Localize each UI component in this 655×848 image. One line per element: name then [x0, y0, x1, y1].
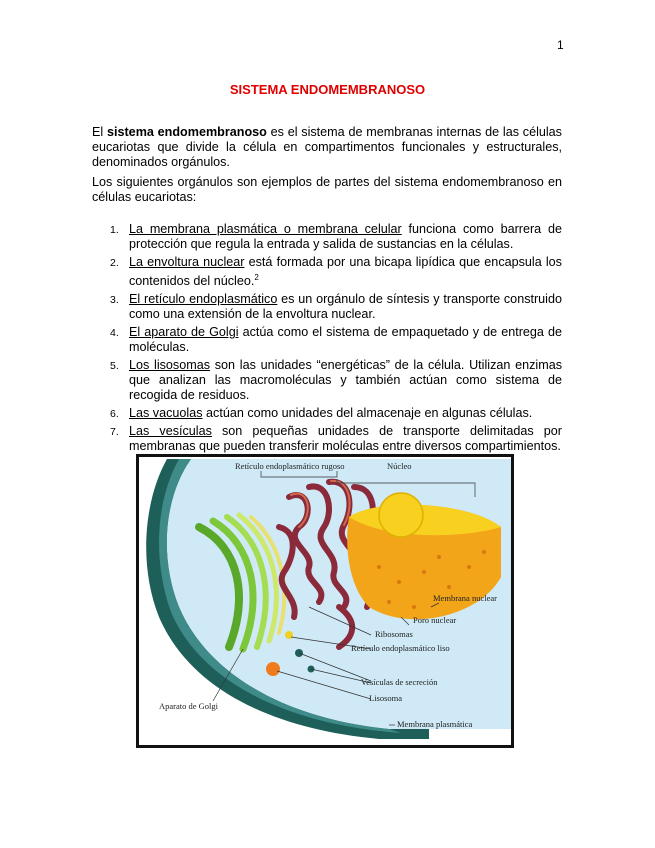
list-item: [92, 325, 562, 355]
list-number: 6.: [110, 408, 119, 421]
nucleolus: [379, 493, 423, 537]
label-golgi: Aparato de Golgi: [159, 701, 219, 711]
label-lisosoma: Lisosoma: [369, 693, 403, 703]
intro-post: es el sistema de membranas internas de las células eucariotas que divide la célula en compartimentos funcionales y estructurales, denominados orgánulos.: [92, 125, 562, 169]
page-title: SISTEMA ENDOMEMBRANOSO: [229, 82, 426, 97]
organelle-list: [92, 222, 562, 457]
label-membrana-nuclear: Membrana nuclear: [433, 593, 497, 603]
intro-paragraph: [92, 125, 562, 170]
examples-intro-paragraph: Los siguientes orgánulos son ejemplos de partes del sistema endomembranoso en células eucariotas:: [92, 175, 562, 204]
list-term: Las vesículas: [129, 424, 212, 439]
list-item: [92, 424, 562, 454]
cell-illustration: [139, 457, 511, 745]
label-ribosomas: Ribosomas: [375, 629, 413, 639]
list-text: funciona como barrera de protección que regula la entrada y salida de sustancias en la células.: [129, 222, 562, 251]
list-term: La membrana plasmática o membrana celular: [129, 222, 402, 236]
label-rer: Retículo endoplasmático rugoso: [235, 461, 345, 471]
lysosome: [266, 662, 280, 676]
label-poro-nuclear: Poro nuclear: [413, 615, 457, 625]
list-item: [92, 255, 562, 289]
list-item: [92, 358, 562, 403]
list-item: [92, 222, 562, 252]
list-number: 1.: [110, 224, 119, 236]
list-number: 3.: [110, 294, 119, 307]
list-number: 4.: [110, 327, 119, 340]
label-membrana-plasmatica: Membrana plasmática: [397, 719, 473, 729]
intro-bold-term: sistema endomembranoso: [106, 125, 267, 139]
endomembrane-figure: [136, 454, 514, 748]
intro-pre: El: [92, 125, 107, 139]
list-term: El aparato de Golgi: [129, 325, 239, 340]
label-rel: Retículo endoplasmático liso: [351, 643, 450, 653]
list-item: [92, 406, 562, 421]
list-text: es un orgánulo de síntesis y transporte construido como una extensión de la envoltura nuclear.: [129, 292, 562, 322]
list-term: El retículo endoplasmático: [129, 292, 278, 307]
list-number: 5.: [110, 360, 119, 373]
list-term: La envoltura nuclear: [129, 255, 245, 269]
list-text: son las unidades “energéticas” de la célula. Utilizan enzimas que analizan las macromoléculas y también actúan como sistema de recogida de residuos.: [129, 358, 562, 403]
label-vesiculas: Vesículas de secreción: [361, 677, 438, 687]
list-text: actúan como unidades del almacenaje en algunas células.: [202, 406, 533, 421]
list-number: 7.: [110, 426, 119, 439]
page-number: 1: [557, 38, 564, 52]
list-number: 2.: [110, 257, 119, 269]
vesicle-yellow: [285, 631, 293, 639]
label-nucleo: Núcleo: [387, 461, 412, 471]
list-text: son pequeñas unidades de transporte delimitadas por membranas que pueden transferir moléculas entre diversos compartimientos.: [129, 424, 562, 454]
list-term: Los lisosomas: [129, 358, 211, 373]
footnote-ref[interactable]: 2: [254, 273, 259, 282]
list-item: [92, 292, 562, 322]
list-text: actúa como el sistema de empaquetado y de entrega de moléculas.: [129, 325, 562, 355]
list-term: Las vacuolas: [129, 406, 203, 421]
list-text: está formada por una bicapa lipídica que encapsula los contenidos del núcleo.: [129, 255, 562, 289]
